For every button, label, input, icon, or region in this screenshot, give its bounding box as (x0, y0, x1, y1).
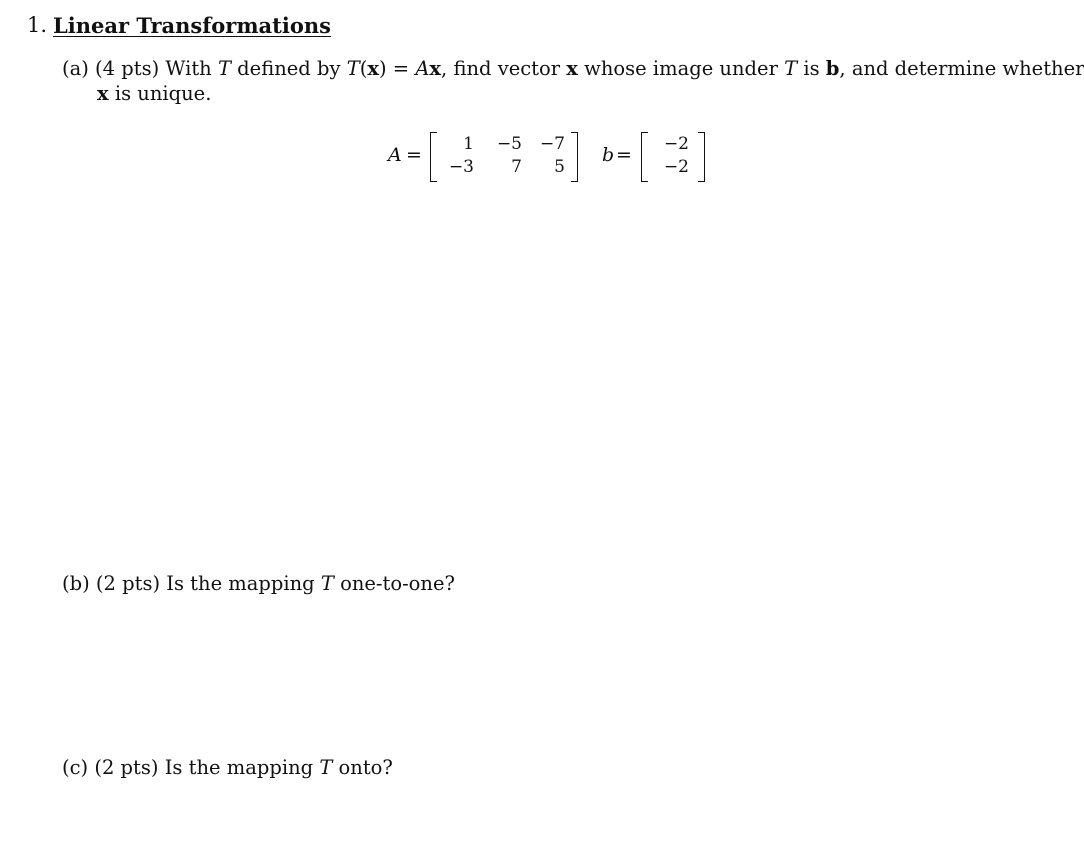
var-x-bold: x (97, 82, 109, 105)
var-A: A (415, 57, 430, 80)
part-a-points: (4 pts) (95, 57, 160, 80)
var-x-bold: x (566, 57, 578, 80)
part-c-points: (2 pts) (94, 756, 159, 779)
paren-open: ( (359, 57, 368, 80)
var-T: T (784, 57, 798, 80)
part-c-text-onto: onto? (338, 756, 393, 779)
section-number: 1. (27, 13, 48, 37)
matrix-A-equals: = (406, 144, 422, 166)
part-a-label: (a) (62, 57, 89, 80)
matrix-A-left-bracket (430, 132, 437, 182)
part-c-question (62, 756, 393, 779)
matrix-A-label: A (388, 144, 402, 166)
part-a-text-with: With (165, 57, 212, 80)
vector-b-left-bracket (641, 132, 648, 182)
var-T: T (320, 572, 334, 595)
var-T: T (319, 756, 333, 779)
section-title: Linear Transformations (53, 13, 331, 38)
vector-b-right-bracket (698, 132, 705, 182)
var-x-bold: x (367, 57, 379, 80)
var-T: T (217, 57, 231, 80)
var-x-bold: x (429, 57, 442, 80)
vector-b-label: b (602, 144, 615, 166)
vector-b-cell-2: −2 (663, 157, 689, 177)
part-b-label: (b) (62, 572, 90, 595)
part-a-text-find-vector: , find vector (441, 57, 561, 80)
vector-b-cell-1: −2 (663, 134, 689, 154)
part-b-text-is-mapping: Is the mapping (166, 572, 315, 595)
part-c-label: (c) (62, 756, 89, 779)
part-b-text-one-to-one: one-to-one? (340, 572, 455, 595)
part-b-points: (2 pts) (95, 572, 161, 595)
var-T: T (346, 57, 360, 80)
part-a-line-1 (62, 57, 1084, 80)
var-b-bold: b (825, 57, 840, 80)
part-a-text-unique: is unique. (114, 82, 212, 105)
matrix-A-cell-1-2: −5 (496, 134, 522, 154)
part-c-text-is-mapping: Is the mapping (164, 756, 314, 779)
paren-close-equals: ) = (378, 57, 410, 80)
matrix-A-cell-2-1: −3 (448, 157, 474, 177)
matrix-A-cell-1-3: −7 (539, 134, 565, 154)
matrix-A-cell-1-1: 1 (463, 134, 474, 154)
vector-b-equals: = (616, 144, 632, 166)
part-a-text-defined-by: defined by (237, 57, 341, 80)
part-a-text-is: is (803, 57, 820, 80)
matrix-A-cell-2-2: 7 (511, 157, 522, 177)
part-a-text-determine: , and determine whether (839, 57, 1084, 80)
part-a-line-2 (97, 82, 211, 105)
matrix-A-cell-2-3: 5 (554, 157, 565, 177)
part-b-question (62, 572, 455, 595)
matrix-A-right-bracket (571, 132, 578, 182)
part-a-text-whose-image: whose image under (584, 57, 778, 80)
